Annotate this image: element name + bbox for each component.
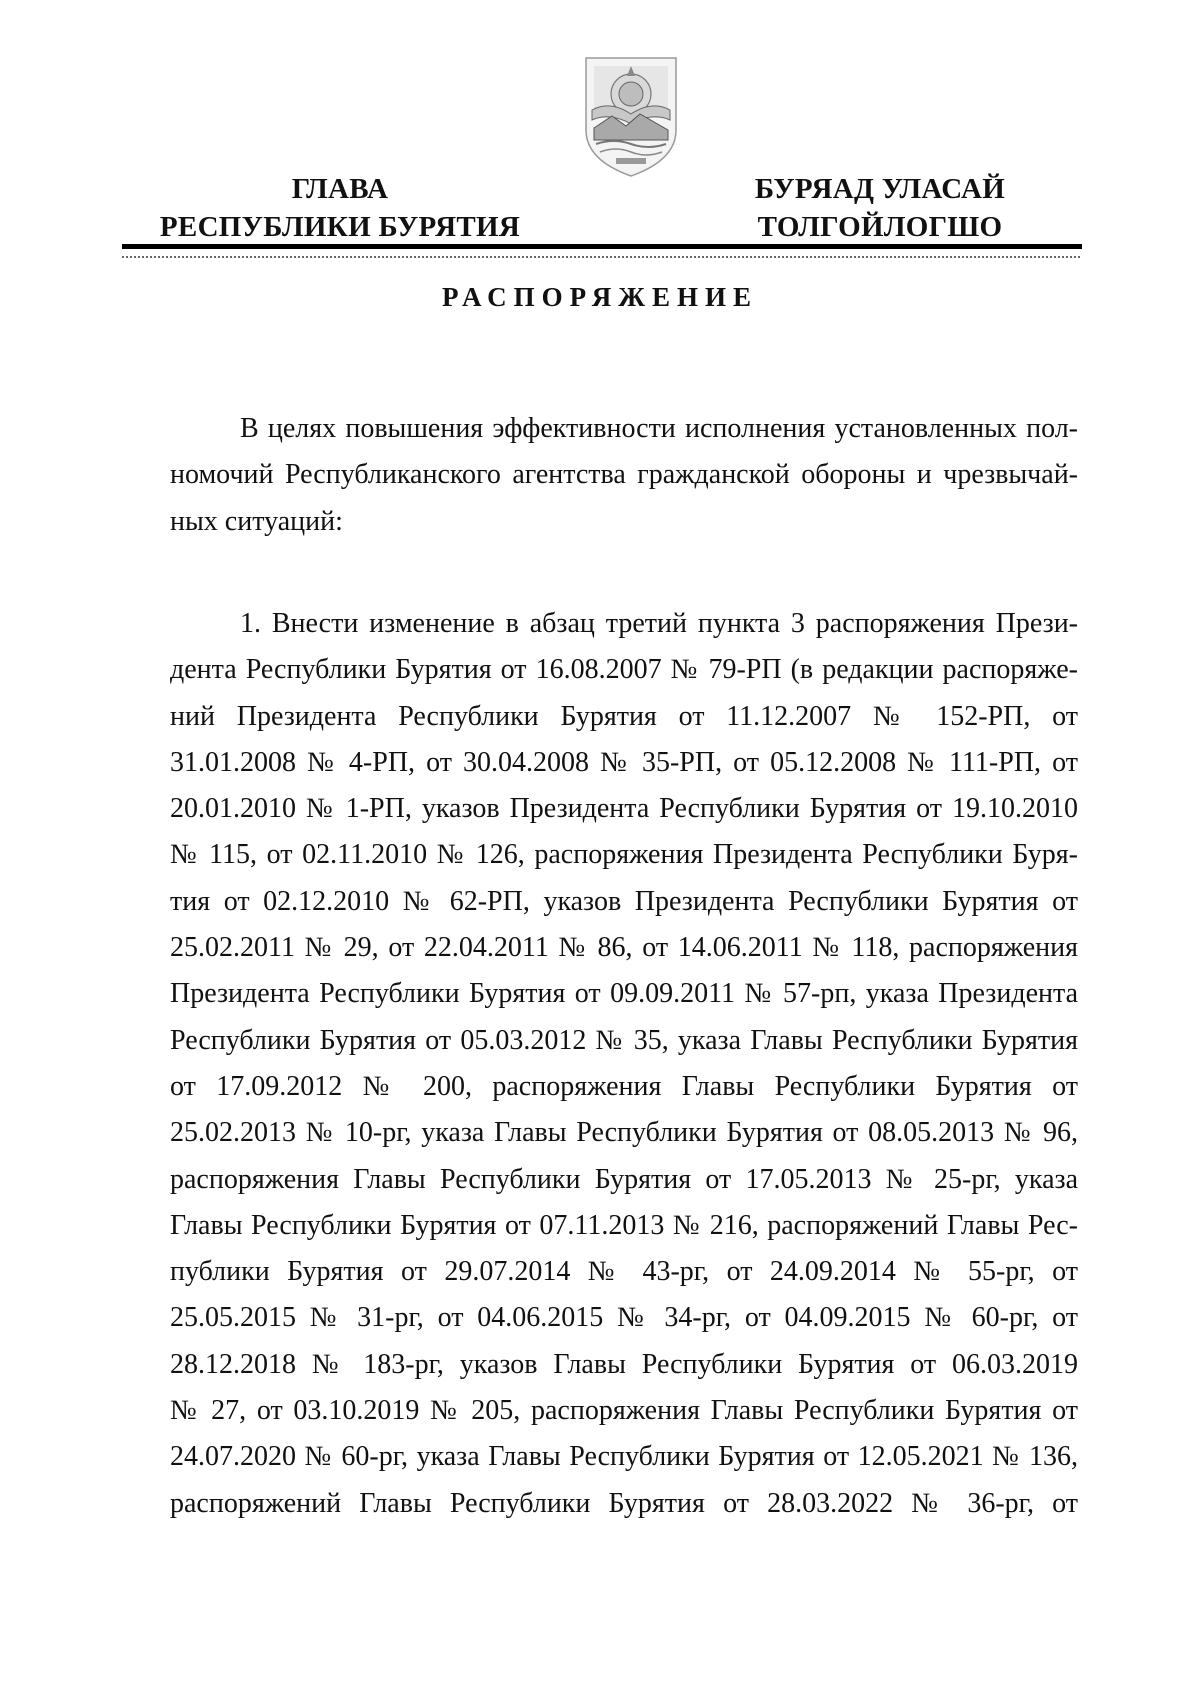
paragraph-line: Президента Республики Бурятия от 09.09.2011 № 57-рп, указа Президента (170, 978, 1078, 1010)
intro-line: В целях повышения эффективности исполнения установленных пол- (240, 413, 1078, 444)
coat-of-arms-emblem (580, 52, 682, 180)
paragraph-line: 1. Внести изменение в абзац третий пункта 3 распоряжения Прези- (240, 608, 1078, 639)
paragraph-line: 25.02.2011 № 29, от 22.04.2011 № 86, от 14.06.2011 № 118, распоряжения (170, 932, 1078, 964)
issuer-buryat-line-2: ТОЛГОЙЛОГШО (757, 211, 1003, 243)
paragraph-line: 28.12.2018 № 183-рг, указов Главы Республики Бурятия от 06.03.2019 (170, 1348, 1078, 1380)
paragraph-line: распоряжений Главы Республики Бурятия от 28.03.2022 № 36-рг, от (170, 1487, 1078, 1519)
paragraph-line: от 17.09.2012 № 200, распоряжения Главы Республики Бурятия от (170, 1070, 1078, 1102)
paragraph-line: 31.01.2008 № 4-РП, от 30.04.2008 № 35-РП, от 05.12.2008 № 111-РП, от (170, 746, 1078, 778)
document-title: РАСПОРЯЖЕНИЕ (441, 282, 759, 312)
paragraph-line: 25.02.2013 № 10-рг, указа Главы Республики Бурятия от 08.05.2013 № 96, (170, 1117, 1078, 1149)
intro-paragraph (170, 406, 1078, 545)
paragraph-line: № 27, от 03.10.2019 № 205, распоряжения Главы Республики Бурятия от (170, 1395, 1078, 1427)
intro-line: номочий Республиканского агентства гражданской обороны и чрезвычай- (170, 459, 1078, 491)
paragraph-line: Главы Республики Бурятия от 07.11.2013 № 216, распоряжений Главы Рес- (170, 1209, 1078, 1241)
paragraph-line: 20.01.2010 № 1-РП, указов Президента Республики Бурятия от 19.10.2010 (170, 793, 1078, 825)
issuer-line-1: ГЛАВА (291, 173, 389, 205)
paragraph-line: дента Республики Бурятия от 16.08.2007 № 79-РП (в редакции распоряже- (170, 654, 1078, 686)
paragraph-line: № 115, от 02.11.2010 № 126, распоряжения Президента Республики Буря- (170, 839, 1078, 871)
header-divider-thick (122, 244, 1082, 249)
paragraph-line: 25.05.2015 № 31-рг, от 04.06.2015 № 34-рг, от 04.09.2015 № 60-рг, от (170, 1302, 1078, 1334)
paragraph-1 (170, 601, 1078, 1527)
issuer-title-buryat (730, 170, 1030, 246)
issuer-line-2: РЕСПУБЛИКИ БУРЯТИЯ (159, 211, 521, 243)
issuer-title-russian (140, 170, 540, 246)
paragraph-line: Республики Бурятия от 05.03.2012 № 35, указа Главы Республики Бурятия (170, 1024, 1078, 1056)
issuer-buryat-line-1: БУРЯАД УЛАСАЙ (754, 173, 1006, 205)
header-divider-thin (122, 256, 1082, 258)
intro-line: ных ситуаций: (170, 505, 343, 537)
paragraph-line: ний Президента Республики Бурятия от 11.12.2007 № 152-РП, от (170, 700, 1078, 732)
paragraph-line: распоряжения Главы Республики Бурятия от 17.05.2013 № 25-рг, указа (170, 1163, 1078, 1195)
paragraph-line: 24.07.2020 № 60-рг, указа Главы Республики Бурятия от 12.05.2021 № 136, (170, 1441, 1078, 1473)
paragraph-line: публики Бурятия от 29.07.2014 № 43-рг, от 24.09.2014 № 55-рг, от (170, 1256, 1078, 1288)
paragraph-line: тия от 02.12.2010 № 62-РП, указов Президента Республики Бурятия от (170, 885, 1078, 917)
